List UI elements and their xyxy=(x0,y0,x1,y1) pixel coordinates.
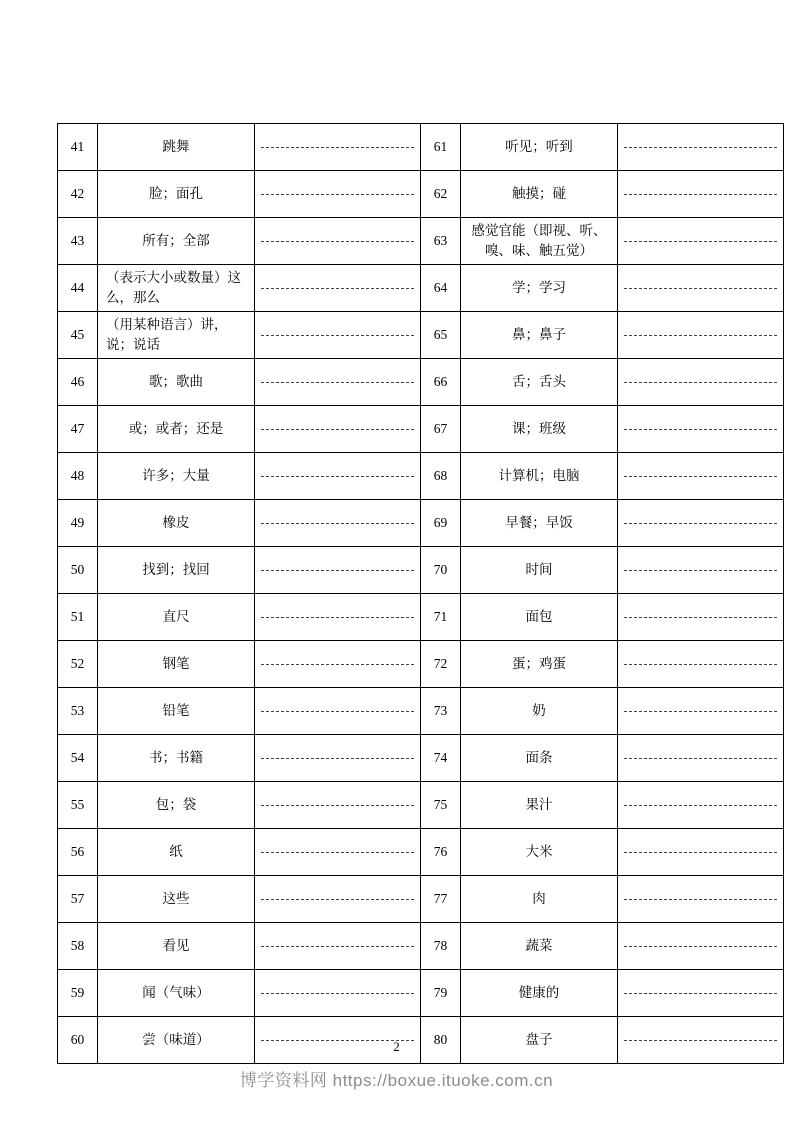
chinese-meaning: 钢笔 xyxy=(98,641,255,688)
row-number: 55 xyxy=(58,782,98,829)
row-number: 54 xyxy=(58,735,98,782)
chinese-meaning: 健康的 xyxy=(461,970,618,1017)
row-number: 44 xyxy=(58,265,98,312)
table-row xyxy=(58,500,784,547)
writing-line xyxy=(261,288,414,289)
chinese-meaning: 学；学习 xyxy=(461,265,618,312)
answer-blank[interactable] xyxy=(618,312,784,359)
page-number: 2 xyxy=(393,1039,400,1054)
row-number: 72 xyxy=(421,641,461,688)
vocabulary-table xyxy=(57,123,784,1064)
row-number: 68 xyxy=(421,453,461,500)
writing-line xyxy=(624,617,777,618)
chinese-meaning: 奶 xyxy=(461,688,618,735)
writing-line xyxy=(624,993,777,994)
writing-line xyxy=(624,476,777,477)
row-number: 75 xyxy=(421,782,461,829)
chinese-meaning: 盘子 xyxy=(461,1017,618,1064)
writing-line xyxy=(624,711,777,712)
row-number: 66 xyxy=(421,359,461,406)
row-number: 41 xyxy=(58,124,98,171)
writing-line xyxy=(261,382,414,383)
writing-line xyxy=(261,899,414,900)
chinese-meaning: 脸；面孔 xyxy=(98,171,255,218)
answer-blank[interactable] xyxy=(255,171,421,218)
writing-line xyxy=(261,805,414,806)
row-number: 61 xyxy=(421,124,461,171)
writing-line xyxy=(261,711,414,712)
chinese-meaning: 大米 xyxy=(461,829,618,876)
answer-blank[interactable] xyxy=(618,171,784,218)
answer-blank[interactable] xyxy=(618,406,784,453)
row-number: 70 xyxy=(421,547,461,594)
writing-line xyxy=(624,429,777,430)
writing-line xyxy=(624,805,777,806)
row-number: 77 xyxy=(421,876,461,923)
answer-blank[interactable] xyxy=(255,735,421,782)
answer-blank[interactable] xyxy=(255,453,421,500)
row-number: 73 xyxy=(421,688,461,735)
table-row xyxy=(58,829,784,876)
row-number: 60 xyxy=(58,1017,98,1064)
row-number: 53 xyxy=(58,688,98,735)
row-number: 56 xyxy=(58,829,98,876)
row-number: 43 xyxy=(58,218,98,265)
answer-blank[interactable] xyxy=(618,500,784,547)
answer-blank[interactable] xyxy=(618,876,784,923)
writing-line xyxy=(261,664,414,665)
writing-line xyxy=(261,147,414,148)
writing-line xyxy=(261,476,414,477)
chinese-meaning: 时间 xyxy=(461,547,618,594)
answer-blank[interactable] xyxy=(618,641,784,688)
answer-blank[interactable] xyxy=(255,547,421,594)
chinese-meaning: 跳舞 xyxy=(98,124,255,171)
row-number: 48 xyxy=(58,453,98,500)
writing-line xyxy=(261,993,414,994)
row-number: 64 xyxy=(421,265,461,312)
row-number: 76 xyxy=(421,829,461,876)
table-row xyxy=(58,124,784,171)
answer-blank[interactable] xyxy=(255,688,421,735)
writing-line xyxy=(624,946,777,947)
answer-blank[interactable] xyxy=(618,735,784,782)
chinese-meaning: 铅笔 xyxy=(98,688,255,735)
writing-line xyxy=(624,147,777,148)
chinese-meaning: 尝（味道） xyxy=(98,1017,255,1064)
row-number: 67 xyxy=(421,406,461,453)
row-number: 79 xyxy=(421,970,461,1017)
chinese-meaning: 纸 xyxy=(98,829,255,876)
answer-blank[interactable] xyxy=(255,594,421,641)
row-number: 42 xyxy=(58,171,98,218)
writing-line xyxy=(261,852,414,853)
answer-blank[interactable] xyxy=(255,312,421,359)
chinese-meaning: 或；或者；还是 xyxy=(98,406,255,453)
answer-blank[interactable] xyxy=(618,782,784,829)
chinese-meaning: 计算机；电脑 xyxy=(461,453,618,500)
chinese-meaning: 蛋；鸡蛋 xyxy=(461,641,618,688)
chinese-meaning: 所有；全部 xyxy=(98,218,255,265)
answer-blank[interactable] xyxy=(255,829,421,876)
table-row xyxy=(58,735,784,782)
chinese-meaning: （用某种语言）讲，说；说话 xyxy=(98,312,255,359)
answer-blank[interactable] xyxy=(618,265,784,312)
table-row xyxy=(58,782,784,829)
answer-blank[interactable] xyxy=(255,782,421,829)
row-number: 58 xyxy=(58,923,98,970)
chinese-meaning: 课；班级 xyxy=(461,406,618,453)
chinese-meaning: 早餐；早饭 xyxy=(461,500,618,547)
answer-blank[interactable] xyxy=(255,406,421,453)
chinese-meaning: 直尺 xyxy=(98,594,255,641)
chinese-meaning: 面条 xyxy=(461,735,618,782)
chinese-meaning: 许多；大量 xyxy=(98,453,255,500)
row-number: 52 xyxy=(58,641,98,688)
writing-line xyxy=(624,852,777,853)
answer-blank[interactable] xyxy=(255,359,421,406)
chinese-meaning: 肉 xyxy=(461,876,618,923)
row-number: 47 xyxy=(58,406,98,453)
row-number: 63 xyxy=(421,218,461,265)
writing-line xyxy=(624,570,777,571)
chinese-meaning: 感觉官能（即视、听、嗅、味、触五觉） xyxy=(461,218,618,265)
row-number: 45 xyxy=(58,312,98,359)
table-row xyxy=(58,218,784,265)
row-number: 71 xyxy=(421,594,461,641)
writing-line xyxy=(624,758,777,759)
row-number: 46 xyxy=(58,359,98,406)
writing-line xyxy=(624,288,777,289)
table-row xyxy=(58,876,784,923)
answer-blank[interactable] xyxy=(255,923,421,970)
answer-blank[interactable] xyxy=(255,218,421,265)
writing-line xyxy=(624,664,777,665)
row-number: 80 xyxy=(421,1017,461,1064)
writing-line xyxy=(261,617,414,618)
table-row xyxy=(58,171,784,218)
writing-line xyxy=(261,429,414,430)
chinese-meaning: 歌；歌曲 xyxy=(98,359,255,406)
chinese-meaning: 这些 xyxy=(98,876,255,923)
writing-line xyxy=(624,382,777,383)
writing-line xyxy=(261,335,414,336)
table-row xyxy=(58,970,784,1017)
answer-blank[interactable] xyxy=(618,594,784,641)
chinese-meaning: 面包 xyxy=(461,594,618,641)
row-number: 62 xyxy=(421,171,461,218)
row-number: 49 xyxy=(58,500,98,547)
answer-blank[interactable] xyxy=(255,124,421,171)
answer-blank[interactable] xyxy=(255,641,421,688)
chinese-meaning: 舌；舌头 xyxy=(461,359,618,406)
writing-line xyxy=(261,758,414,759)
row-number: 69 xyxy=(421,500,461,547)
answer-blank[interactable] xyxy=(255,500,421,547)
answer-blank[interactable] xyxy=(618,547,784,594)
writing-line xyxy=(624,335,777,336)
answer-blank[interactable] xyxy=(618,359,784,406)
answer-blank[interactable] xyxy=(255,970,421,1017)
writing-line xyxy=(261,241,414,242)
writing-line xyxy=(261,946,414,947)
writing-line xyxy=(261,194,414,195)
table-row xyxy=(58,594,784,641)
table-row xyxy=(58,453,784,500)
writing-line xyxy=(261,523,414,524)
table-row xyxy=(58,312,784,359)
table-row xyxy=(58,688,784,735)
chinese-meaning: （表示大小或数量）这么，那么 xyxy=(98,265,255,312)
row-number: 50 xyxy=(58,547,98,594)
answer-blank[interactable] xyxy=(618,923,784,970)
writing-line xyxy=(261,570,414,571)
answer-blank[interactable] xyxy=(618,970,784,1017)
table-row xyxy=(58,265,784,312)
chinese-meaning: 书；书籍 xyxy=(98,735,255,782)
answer-blank[interactable] xyxy=(255,876,421,923)
writing-line xyxy=(624,899,777,900)
answer-blank[interactable] xyxy=(255,265,421,312)
chinese-meaning: 闻（气味） xyxy=(98,970,255,1017)
chinese-meaning: 找到；找回 xyxy=(98,547,255,594)
table-row xyxy=(58,923,784,970)
answer-blank[interactable] xyxy=(618,688,784,735)
footer-watermark: 博学资料网 https://boxue.ituoke.com.cn xyxy=(239,1071,554,1090)
row-number: 78 xyxy=(421,923,461,970)
chinese-meaning: 看见 xyxy=(98,923,255,970)
row-number: 57 xyxy=(58,876,98,923)
row-number: 74 xyxy=(421,735,461,782)
table-row xyxy=(58,547,784,594)
chinese-meaning: 触摸；碰 xyxy=(461,171,618,218)
row-number: 51 xyxy=(58,594,98,641)
row-number: 65 xyxy=(421,312,461,359)
writing-line xyxy=(624,523,777,524)
table-row xyxy=(58,641,784,688)
answer-blank[interactable] xyxy=(618,453,784,500)
writing-line xyxy=(624,241,777,242)
chinese-meaning: 鼻；鼻子 xyxy=(461,312,618,359)
chinese-meaning: 包；袋 xyxy=(98,782,255,829)
table-row xyxy=(58,359,784,406)
answer-blank[interactable] xyxy=(618,829,784,876)
chinese-meaning: 听见；听到 xyxy=(461,124,618,171)
chinese-meaning: 橡皮 xyxy=(98,500,255,547)
chinese-meaning: 果汁 xyxy=(461,782,618,829)
table-row xyxy=(58,406,784,453)
row-number: 59 xyxy=(58,970,98,1017)
answer-blank[interactable] xyxy=(618,218,784,265)
writing-line xyxy=(624,194,777,195)
answer-blank[interactable] xyxy=(618,124,784,171)
chinese-meaning: 蔬菜 xyxy=(461,923,618,970)
